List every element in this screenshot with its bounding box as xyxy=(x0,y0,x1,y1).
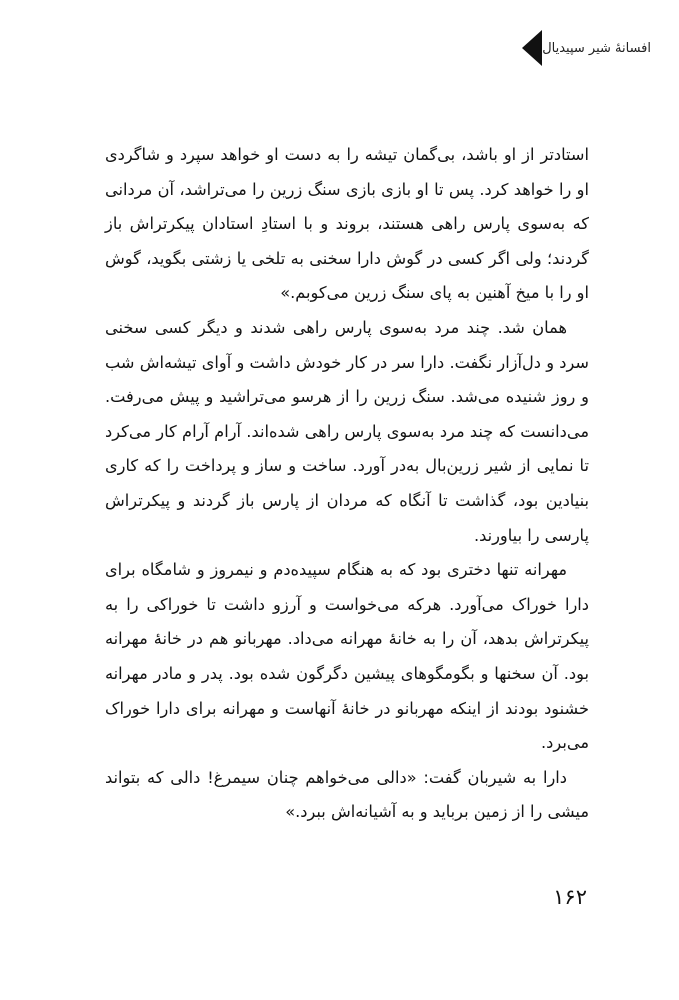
page-number: ۱۶۲ xyxy=(553,885,587,909)
running-header-title: افسانهٔ شیر سپیدیال xyxy=(542,40,651,56)
paragraph: مهرانه تنها دختری بود که به هنگام سپیده‌دم و نیمروز و شامگاه برای دارا خوراک می‌آورد. هرکه می‌خواست و آرزو داشت تا خوراکی را به پیکرتراش بدهد، آن را به خانهٔ مهرانه می‌داد. مهربانو هم در خانهٔ مهرانه بود. آن سخنها و بگومگوهای پیشین دگرگون شده بود. پدر و مادر مهرانه خشنود بودند از اینکه مهربانو در خانهٔ آنهاست و مهرانه برای دارا خوراک می‌برد. xyxy=(105,560,589,753)
paragraph: همان شد. چند مرد به‌سوی پارس راهی شدند و دیگر کسی سخنی سرد و دل‌آزار نگفت. دارا سر در کار خودش داشت و آوای تیشه‌اش شب و روز شنیده می‌شد. سنگ زرین را از هرسو می‌تراشید و پیش می‌رفت. می‌دانست که چند مرد به‌سوی پارس راهی شده‌اند. آرام آرام کار می‌کرد تا نمایی از شیر زرین‌بال به‌در آورد. ساخت و ساز و پرداخت را که کاری بنیادین بود، گذاشت تا آنگاه که مردان از پارس باز گردند و پیکرتراش پارسی را بیاورند. xyxy=(105,317,589,545)
running-header xyxy=(508,30,651,66)
paragraph: دارا به شیربان گفت: «دالی می‌خواهم چنان سیمرغ! دالی که بتواند میشی را از زمین برباید و به آشیانه‌اش ببرد.» xyxy=(105,767,589,822)
paragraph: استادتر از او باشد، بی‌گمان تیشه را به دست او خواهد سپرد و شاگردی او را خواهد کرد. پس تا او بازی بازی سنگ زرین را می‌تراشد، آن مردانی که به‌سوی پارس راهی هستند، بروند و با استادِ استادان پیکرتراش باز گردند؛ ولی اگر کسی در گوش دارا سخنی به تلخی یا زشتی بگوید، گوش او را با میخ آهنین به پای سنگ زرین می‌کوبم.» xyxy=(105,145,589,303)
body-text xyxy=(105,138,589,830)
triangle-marker-icon xyxy=(522,30,542,66)
